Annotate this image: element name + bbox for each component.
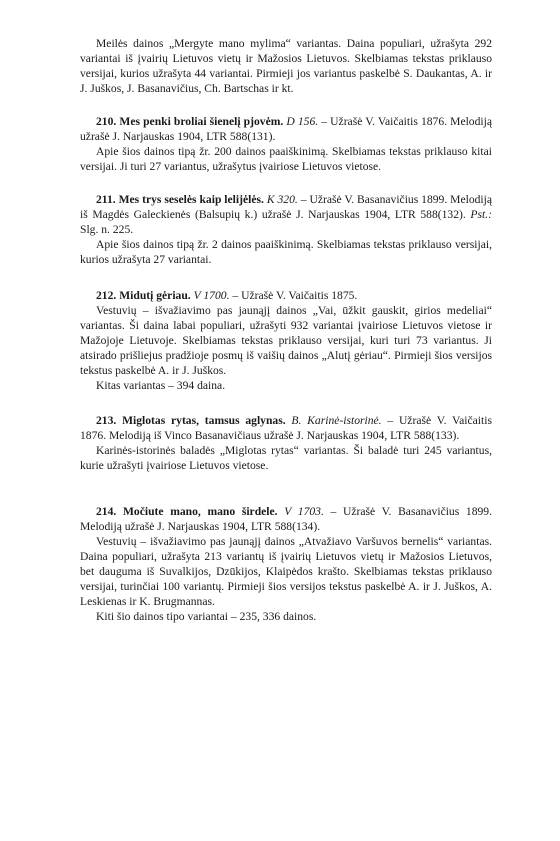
entry-heading — [80, 114, 492, 144]
entry-note: Apie šios dainos tipą žr. 2 dainos paaiškinimą. Skelbiamas tekstas priklauso versijai, kurios užrašyta 27 variantai. — [80, 238, 492, 266]
entry-note: Kiti šio dainos tipo variantai – 235, 336 dainos. — [96, 610, 317, 623]
entry-ref: K 320. — [266, 193, 298, 206]
entry-title: Mes penki broliai šienelį pjovėm. — [119, 115, 284, 128]
intro-block — [80, 36, 492, 96]
entry-note: Vestuvių – išvažiavimo pas jaunąjį dainos „Atvažiavo Varšuvos bernelis“ variantas. Daina populiari, užrašyta 213 variantų iš įvairių Lietuvos vietų ir Mažosios Lietuvos, bet dauguma iš Suvalkijos, Dzūkijos, Klaipėdos krašto. Skelbiamas tekstas priklauso versijai, turinčiai 100 variantų. Pirmieji šios versijos tekstus paskelbė A. ir J. Juškos, A. Leskienas ir K. Brugmannas. — [80, 535, 492, 608]
entry-number: 212. — [96, 289, 117, 302]
entry-heading — [80, 413, 492, 443]
entry-number: 210. — [96, 115, 117, 128]
entry-214 — [80, 504, 492, 624]
entry-source: – Užrašė V. Vaičaitis 1876. Melodiją užrašė J. Narjauskas 1904, LTR 588(131). — [80, 115, 492, 143]
entry-ref: V 1700. — [193, 289, 230, 302]
entry-ref: D 156. — [286, 115, 319, 128]
entry-note: Karinės-istorinės baladės „Miglotas rytas“ variantas. Ši baladė turi 245 variantus, kurie užrašyti įvairiose Lietuvos vietose. — [80, 444, 492, 472]
entry-heading — [80, 192, 492, 237]
entry-heading — [80, 504, 492, 534]
entry-number: 211. — [96, 193, 116, 206]
entry-210 — [80, 114, 492, 174]
entry-title: Mes trys seselės kaip lelijėlės. — [118, 193, 264, 206]
entry-212 — [80, 288, 492, 393]
entry-note: Apie šios dainos tipą žr. 200 dainos paaiškinimą. Skelbiamas tekstas priklauso kitai versijai. Ji turi 27 variantus, užrašytus įvairiose Lietuvos vietose. — [80, 145, 492, 173]
entry-pst-label: Pst.: — [470, 208, 492, 221]
entry-title: Močiute mano, mano širdele. — [122, 505, 278, 518]
entry-211 — [80, 192, 492, 267]
entry-title: Miglotas rytas, tamsus aglynas. — [122, 414, 286, 427]
entry-source: – Užrašė V. Vaičaitis 1875. — [232, 289, 358, 302]
entry-ref: V 1703. — [284, 505, 324, 518]
entry-pst: Slg. n. 225. — [80, 223, 134, 236]
entry-note: Vestuvių – išvažiavimo pas jaunąjį dainos „Vai, ūžkit gauskit, girios medeliai“ variantas. Ši daina labai populiari, užrašyti 932 variantai įvairiose Lietuvos vietose ir Mažojoje Lietuvoje. Skelbiamas tekstas priklauso versijai, kuri turi 73 variantus. Ji atsirado prišliejus pradžioje posmų iš vaišių dainos „Alutį gėriau“. Pirmieji šios versijos tekstus paskelbė A. ir J. Juškos. — [80, 304, 492, 377]
entry-number: 214. — [96, 505, 117, 518]
intro-paragraph: Meilės dainos „Mergyte mano mylima“ variantas. Daina populiari, užrašyta 292 variantai iš įvairių Lietuvos vietų ir Mažosios Lietuvos. Skelbiamas tekstas priklauso versijai, kurios užrašyta 44 variantai. Pirmieji jos variantus paskelbė S. Daukantas, A. ir J. Juškos, J. Basanavičius, Ch. Bartschas ir kt. — [80, 37, 492, 95]
entry-source: – Užrašė V. Vaičaitis 1876. Melodiją iš Vinco Basanavičiaus užrašė J. Narjauskas 1904, LTR 588(133). — [80, 414, 492, 442]
entry-heading — [80, 288, 492, 303]
entry-note: Kitas variantas – 394 daina. — [96, 379, 226, 392]
entry-213 — [80, 413, 492, 473]
entry-source: – Užrašė V. Basanavičius 1899. Melodiją užrašė J. Narjauskas 1904, LTR 588(134). — [80, 505, 492, 533]
entry-source: – Užrašė V. Basanavičius 1899. Melodiją iš Magdės Galeckienės (Balsupių k.) užrašė J. Narjauskas 1904, LTR 588(132). — [80, 193, 493, 221]
entry-title: Midutį gėriau. — [119, 289, 191, 302]
entry-ref: B. Karinė-istorinė. — [291, 414, 382, 427]
entry-number: 213. — [96, 414, 117, 427]
